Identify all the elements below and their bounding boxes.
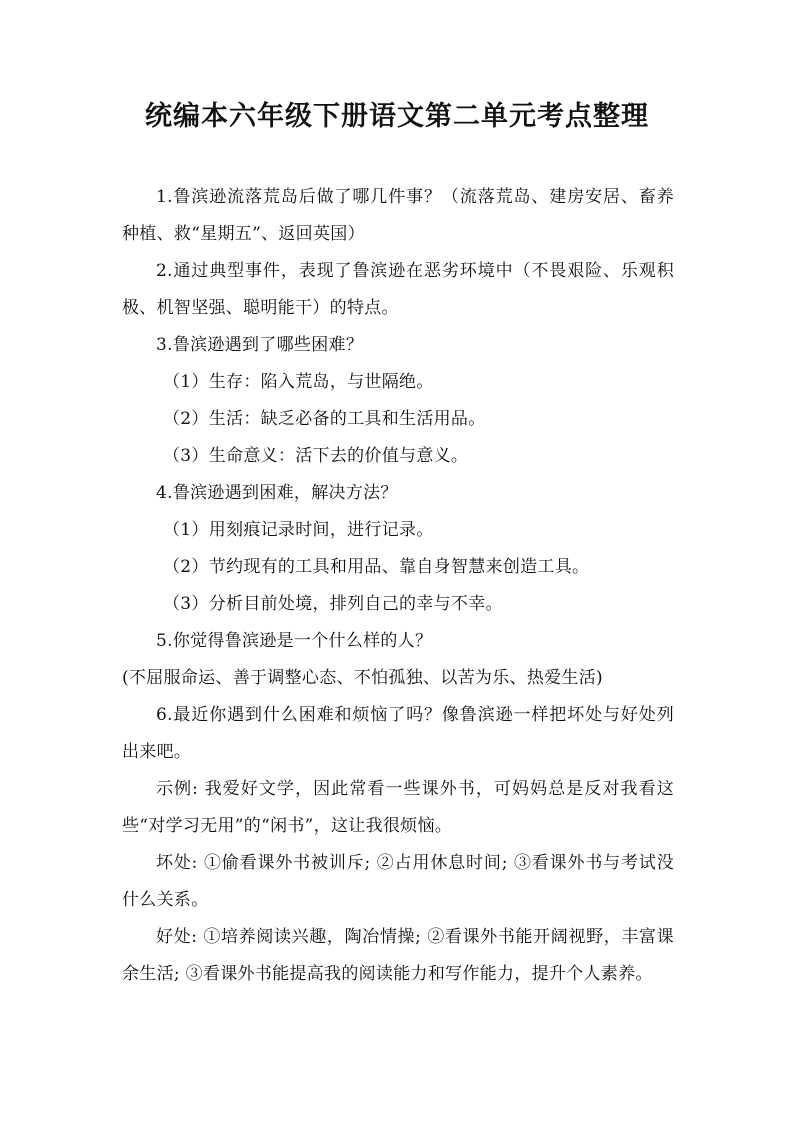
question-5: 5.你觉得鲁滨逊是一个什么样的人？ [156,631,433,651]
question-3: 3.鲁滨逊遇到了哪些困难？ [156,335,364,355]
answer-4-item-3: （3）分析目前处境，排列自己的幸与不幸。 [163,594,503,614]
answer-3-item-3: （3）生命意义：活下去的价值与意义。 [163,446,469,466]
answer-5: (不屈服命运、善于调整心态、不怕孤独、以苦为乐、热爱生活) [122,668,603,688]
example-paragraph: 示例: 我爱好文学，因此常看一些课外书，可妈妈总是反对我看这些“对学习无用”的“闲书”，这让我很烦恼。 [122,779,674,836]
question-1: 1.鲁滨逊流落荒岛后做了哪几件事？（流落荒岛、建房安居、畜养种植、救“星期五”、返回英国） [122,187,674,244]
document-body [122,179,674,993]
question-2: 2.通过典型事件，表现了鲁滨逊在恶劣环境中（不畏艰险、乐观积极、机智坚强、聪明能干）的特点。 [122,261,674,318]
answer-4-item-2: （2）节约现有的工具和用品、靠自身智慧来创造工具。 [163,557,590,577]
question-6: 6.最近你遇到什么困难和烦恼了吗？像鲁滨逊一样把坏处与好处列出来吧。 [122,705,674,762]
answer-3-item-1: （1）生存：陷入荒岛，与世隔绝。 [163,372,434,392]
document-title: 统编本六年级下册语文第二单元考点整理 [145,101,649,132]
question-4: 4.鲁滨逊遇到困难，解决方法？ [156,483,398,503]
disadvantages-paragraph: 坏处: ①偷看课外书被训斥; ②占用休息时间; ③看课外书与考试没什么关系。 [122,853,674,910]
answer-4-item-1: （1）用刻痕记录时间，进行记录。 [163,520,434,540]
advantages-paragraph: 好处: ①培养阅读兴趣，陶冶情操; ②看课外书能开阔视野，丰富课余生活; ③看课外书能提高我的阅读能力和写作能力，提升个人素养。 [122,927,674,984]
answer-3-item-2: （2）生活：缺乏必备的工具和生活用品。 [163,409,486,429]
